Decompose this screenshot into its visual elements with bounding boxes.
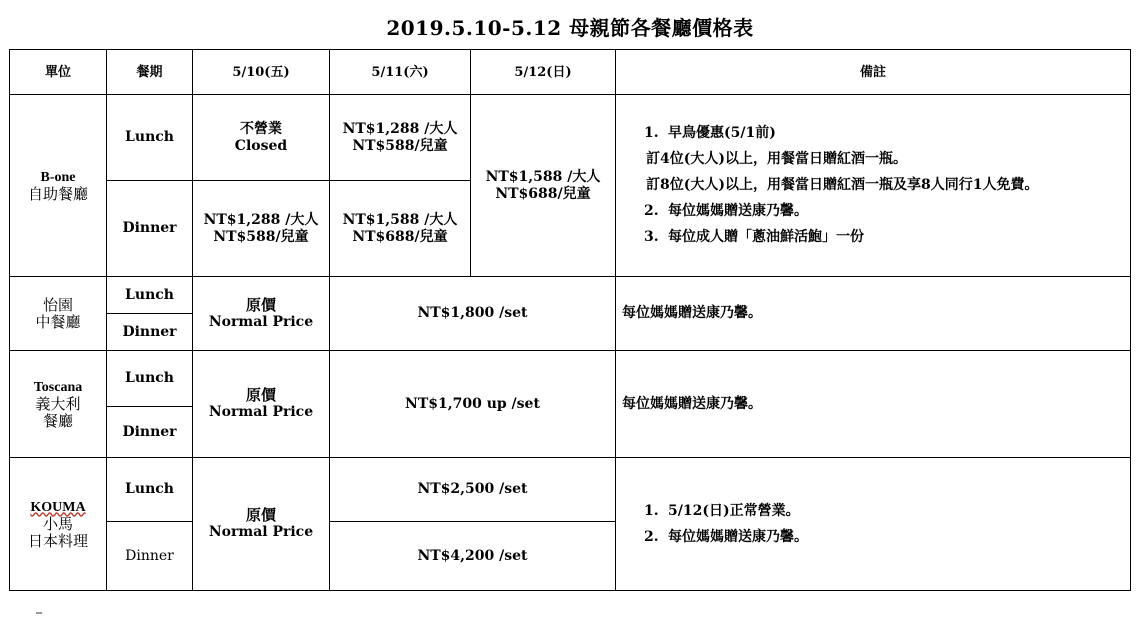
- meal-lunch: Lunch: [107, 277, 193, 314]
- normal-price-label: 原價 Normal Price: [193, 351, 330, 458]
- header-date-2: 5/11(六): [330, 50, 471, 95]
- price-bone-dinner-d1: NT$1,288 /大人 NT$588/兒童: [193, 181, 330, 277]
- list-item: 訂8位(大人)以上，用餐當日贈紅酒一瓶及享8人同行1人免費。: [646, 177, 1039, 193]
- table-row: [10, 277, 1131, 314]
- normal-price-label: 原價 Normal Price: [193, 458, 330, 591]
- page-edge-mark: [36, 612, 42, 614]
- price-bone-d3: NT$1,588 /大人 NT$688/兒童: [471, 95, 616, 277]
- meal-dinner: Dinner: [107, 314, 193, 351]
- price-bone-lunch-d1: 不營業 Closed: [193, 95, 330, 181]
- header-date-1: 5/10(五): [193, 50, 330, 95]
- meal-dinner: Dinner: [107, 407, 193, 458]
- meal-lunch: Lunch: [107, 351, 193, 407]
- restaurant-name-bone: B-one 自助餐廳: [10, 95, 107, 277]
- restaurant-name-yiyuan: 怡園 中餐廳: [10, 277, 107, 351]
- header-date-3: 5/12(日): [471, 50, 616, 95]
- list-item: 2. 每位媽媽贈送康乃馨。: [644, 528, 808, 545]
- meal-lunch: Lunch: [107, 95, 193, 181]
- table-row: [10, 351, 1131, 407]
- price-yiyuan: NT$1,800 /set: [330, 277, 616, 351]
- header-unit: 單位: [10, 50, 107, 95]
- price-table: [9, 49, 1131, 591]
- notes-yiyuan: 每位媽媽贈送康乃馨。: [616, 277, 1131, 351]
- meal-dinner: Dinner: [107, 181, 193, 277]
- page-title: 2019.5.10-5.12 母親節各餐廳價格表: [386, 16, 754, 40]
- meal-dinner: Dinner: [107, 522, 193, 591]
- list-item: 2. 每位媽媽贈送康乃馨。: [644, 203, 808, 219]
- header-meal: 餐期: [107, 50, 193, 95]
- notes-toscana: 每位媽媽贈送康乃馨。: [616, 351, 1131, 458]
- table-row: [10, 458, 1131, 522]
- price-toscana: NT$1,700 up /set: [330, 351, 616, 458]
- list-item: 訂4位(大人)以上，用餐當日贈紅酒一瓶。: [646, 151, 907, 167]
- list-item: 1. 早鳥優惠(5/1前): [644, 125, 776, 141]
- meal-lunch: Lunch: [107, 458, 193, 522]
- notes-kouma: [616, 458, 1131, 591]
- price-kouma-lunch: NT$2,500 /set: [330, 458, 616, 522]
- normal-price-label: 原價 Normal Price: [193, 277, 330, 351]
- list-item: 3. 每位成人贈「蔥油鮮活鮑」一份: [644, 229, 864, 245]
- restaurant-name-toscana: Toscana 義大利 餐廳: [10, 351, 107, 458]
- price-kouma-dinner: NT$4,200 /set: [330, 522, 616, 591]
- price-bone-dinner-d2: NT$1,588 /大人 NT$688/兒童: [330, 181, 471, 277]
- list-item: 1. 5/12(日)正常營業。: [644, 502, 800, 519]
- header-row: [10, 50, 1131, 95]
- restaurant-name-kouma: KOUMA 小馬 日本料理: [10, 458, 107, 591]
- table-row: [10, 95, 1131, 181]
- notes-bone: [616, 95, 1131, 277]
- price-bone-lunch-d2: NT$1,288 /大人 NT$588/兒童: [330, 95, 471, 181]
- header-notes: 備註: [616, 50, 1131, 95]
